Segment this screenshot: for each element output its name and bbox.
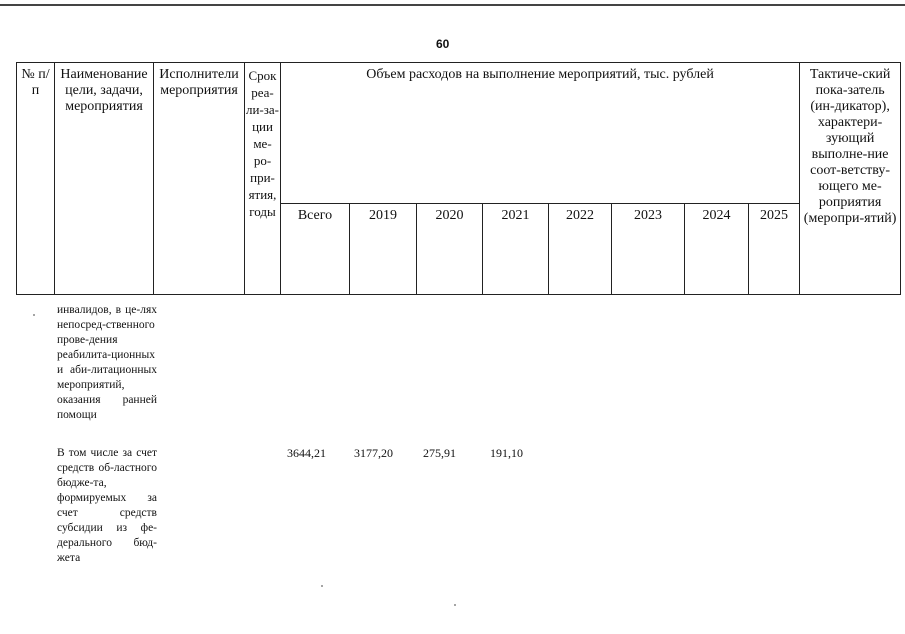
scan-speck [321,585,323,587]
header-year-2025: 2025 [749,204,800,295]
header-year-2023: 2023 [612,204,685,295]
header-year-2021: 2021 [483,204,549,295]
row-2-2019: 3177,20 [354,446,393,460]
header-executors: Исполнители мероприятия [154,63,245,295]
header-expenses: Объем расходов на выполнение мероприятий, тыс. рублей [281,63,800,204]
row-2-2021: 191,10 [490,446,523,460]
header-year-2024: 2024 [685,204,749,295]
header-year-2022: 2022 [549,204,612,295]
header-name: Наименование цели, задачи, мероприятия [55,63,154,295]
header-indicator: Тактиче-ский пока-затель (ин-дикатор), характери-зующий выполне-ние соот-ветству-ющего ме-роприятия (меропри-ятий) [800,63,901,295]
row-2-2020: 275,91 [423,446,456,460]
scan-speck [454,604,456,606]
header-num: № п/п [17,63,55,295]
table-header [16,62,901,295]
row-1-description: инвалидов, в це-лях непосред-ственного прове-дения реабилита-ционных и аби-литационных мероприятий, оказания ранней помощи [57,304,157,421]
page-number: 60 [436,37,450,51]
scan-speck [33,314,35,316]
header-year-2019: 2019 [350,204,417,295]
header-year-2020: 2020 [417,204,483,295]
row-2-total: 3644,21 [287,446,326,460]
page-top-border [0,4,905,6]
row-2-description: В том числе за счет средств об-ластного бюдже-та, формируемых за счет средств субсидии из фе-дерального бюд-жета [57,447,157,564]
header-year-total: Всего [281,204,350,295]
header-term: Срок реа-ли-за-ции ме-ро-при-ятия, годы [245,63,281,295]
